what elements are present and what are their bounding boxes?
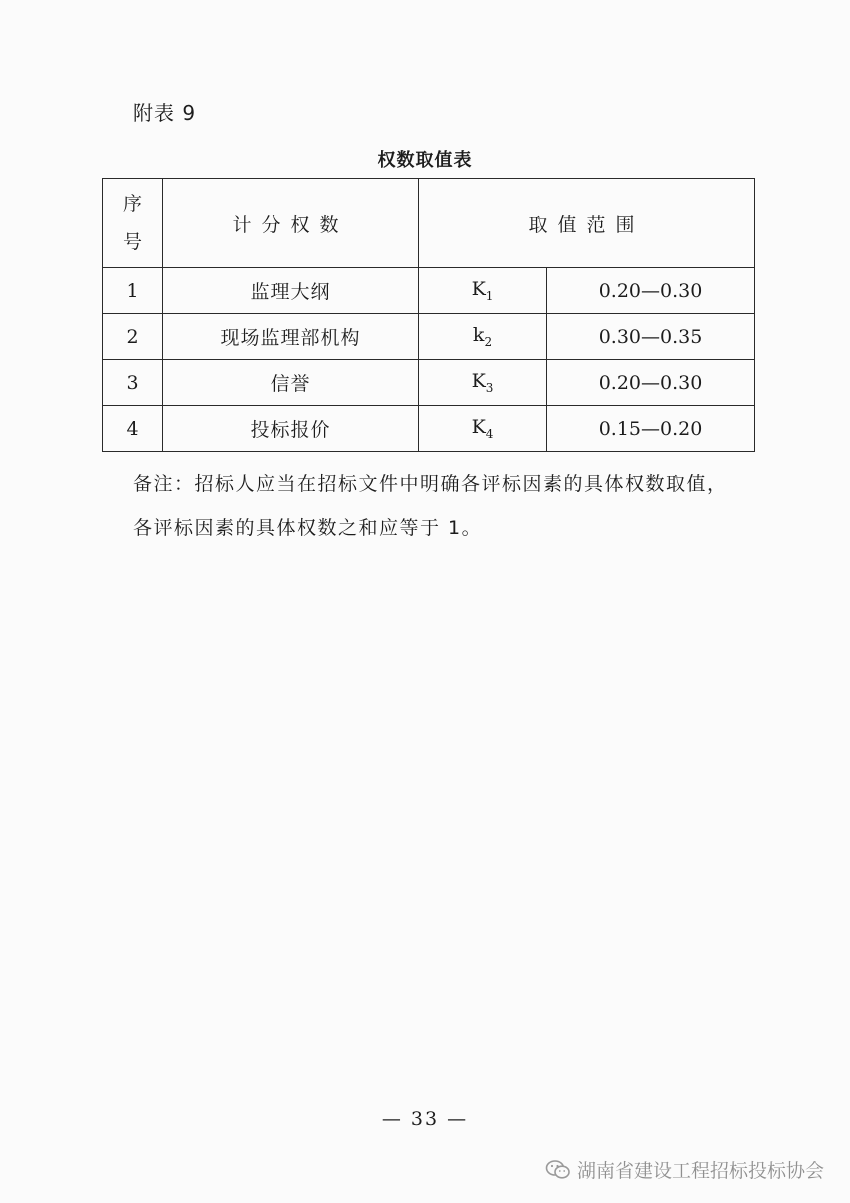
appendix-label: 附表 9: [133, 101, 197, 125]
table-row: [103, 268, 755, 314]
row-range: 0.20—0.30: [547, 268, 755, 314]
table-title: 权数取值表: [377, 150, 473, 171]
weight-table: [102, 178, 755, 452]
symbol-subscript: 2: [484, 334, 493, 349]
row-symbol: [419, 406, 547, 452]
symbol-subscript: 4: [485, 426, 494, 441]
header-serial-number: [103, 179, 163, 268]
row-number: 4: [103, 406, 163, 452]
symbol-subscript: 1: [485, 288, 494, 303]
symbol-letter: K: [471, 416, 486, 439]
row-weight-name: 投标报价: [163, 406, 419, 452]
row-symbol: [419, 268, 547, 314]
table-row: [103, 406, 755, 452]
symbol-letter: k: [472, 324, 485, 347]
table-row: [103, 360, 755, 406]
remark-note: 备注：招标人应当在招标文件中明确各评标因素的具体权数取值，各评标因素的具体权数之和应等于 1。: [133, 473, 728, 539]
table-row: [103, 314, 755, 360]
header-serial-line2: 号: [122, 231, 142, 253]
watermark: [545, 1156, 824, 1183]
row-number: 2: [103, 314, 163, 360]
watermark-text: 湖南省建设工程招标投标协会: [576, 1160, 824, 1182]
symbol-letter: K: [471, 278, 486, 301]
symbol-letter: K: [471, 370, 486, 393]
row-range: 0.20—0.30: [547, 360, 755, 406]
row-number: 3: [103, 360, 163, 406]
wechat-icon: [545, 1159, 571, 1181]
header-serial-line1: 序: [122, 193, 142, 215]
header-value-range: 取值范围: [419, 179, 755, 268]
header-weight-name: 计分权数: [163, 179, 419, 268]
row-weight-name: 现场监理部机构: [163, 314, 419, 360]
symbol-subscript: 3: [485, 380, 494, 395]
row-weight-name: 信誉: [163, 360, 419, 406]
row-range: 0.15—0.20: [547, 406, 755, 452]
page-number: — 33 —: [381, 1108, 469, 1130]
row-range: 0.30—0.35: [547, 314, 755, 360]
row-symbol: [419, 360, 547, 406]
row-weight-name: 监理大纲: [163, 268, 419, 314]
row-symbol: [419, 314, 547, 360]
table-header-row: [103, 179, 755, 268]
row-number: 1: [103, 268, 163, 314]
